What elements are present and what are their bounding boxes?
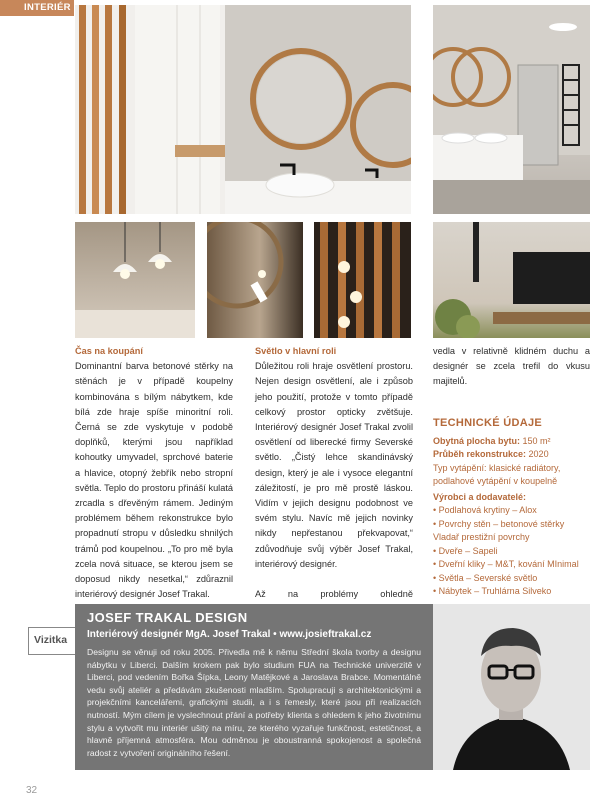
page-number: 32 (26, 785, 38, 796)
supplier-item: • Světla – Severské světlo (433, 572, 538, 583)
designer-portrait (433, 604, 590, 770)
studio-name: JOSEF TRAKAL DESIGN (87, 610, 248, 625)
wood-slats-photo (314, 222, 411, 338)
supplier-item: • Dveře – Sapeli (433, 545, 498, 556)
section-heading: Světlo v hlavní roli (255, 346, 337, 356)
wall-lamp-photo (207, 222, 303, 338)
tech-specs-title: TECHNICKÉ ÚDAJE (433, 416, 543, 429)
article-paragraph: Důležitou roli hraje osvětlení prostoru. Nejen design osvětlení, ale i způsob jeho použití, protože v tomto případě celkový prostor opticky zvětšuje. Interiérový designér Josef Trakal zvolil osvětlení od liberecké firmy Severské světlo. „Čistý lehce skandinávský design, který je ale i vysoce elegantní záležitostí, je pro mě prostě láskou. Vidím v jejich designu podobnost ve svém stylu. Navíc mě jejich novinky nikdy nepřestanou překvapovat,“ zdůvodňuje svůj výběr Josef Trakal, interiérový designér. (255, 361, 413, 569)
designer-card (75, 604, 433, 770)
supplier-item: • Podlahová krytiny – Alox (433, 505, 537, 516)
suppliers-list (433, 504, 590, 599)
article-paragraph: Dominantní barva betonové stěrky na stěnách je v případě koupelny kombinována s bílým nábytkem, kde bílá zde hraje spíše minoritní roli. Černá se zde vyskytuje v podobě doplňků, kterými jsou například kohoutky umyvadel, sprchové baterie a hlavice, otopný žebřík nebo stropní světla. Teplo do prostoru přináší kulatá zrcadla s dřevěným rámem. Jediným problémem během rekonstrukce bylo propadnutí stropu v důsledku shnilých trámů pod koupelnou. „To pro mě byla zcela nová situace, se kterou jsem se doposud nikdy nesetkal,“ zdůraznil interiérový designér Josef Trakal. (75, 361, 233, 600)
supplier-item: • Nábytek – Truhlárna Silveko (433, 586, 552, 597)
vizitka-tab: Vizitka (28, 627, 76, 655)
article-column-3 (433, 344, 590, 599)
supplier-item: • Povrchy stěn – betonové stěrky Vladař prestižní povrchy (433, 518, 565, 543)
bathroom-main-photo (75, 5, 411, 214)
area-label: Obytná plocha bytu: (433, 435, 521, 446)
pendant-lights-photo (75, 222, 195, 338)
living-room-photo (433, 222, 590, 338)
year-label: Průběh rekonstrukce: (433, 449, 527, 460)
section-tag: INTERIÉR (0, 0, 74, 16)
designer-subtitle: Interiérový designér MgA. Josef Trakal • www.josieftrakal.cz (87, 629, 372, 640)
bathroom-side-photo (433, 5, 590, 214)
article-column-1 (75, 344, 233, 602)
suppliers-label: Výrobci a dodavatelé: (433, 491, 527, 502)
section-heading: Čas na koupání (75, 346, 143, 356)
heating-type: Typ vytápění: klasické radiátory, podlahové vytápění v koupelně (433, 462, 561, 487)
article-column-2 (255, 344, 413, 633)
article-paragraph: Až na problémy ohledně (255, 589, 413, 600)
tech-specs (433, 435, 590, 599)
year-value: 2020 (528, 449, 549, 460)
area-value: 150 m² (522, 435, 551, 446)
supplier-item: • Dveřní kliky – M&T, kování MInimal (433, 559, 579, 570)
designer-bio: Designu se věnuji od roku 2005. Přivedla mě k němu Střední škola tvorby a designu nábytku v Liberci. Dalším krokem pak bylo studium FUA na Technické univerzitě v Liberci, pod vedením Bořka Šípka, Leony Matějkové a Jaroslava Brabce. Momentálně vedu svůj ateliér a předávám zkušenosti mladším. Spolupracuji s architektonickými a projekčními kancelářemi, grafickými studii, a i s řemesly, které jsou při realizacích nutností. Mým cílem je vyslechnout přání a potřeby klienta s ohledem k jeho životnímu stylu a vytvořit mu interiér ušitý na míru, ze kterého vyzařuje funkčnost, estetičnost, a hlavně příjemná atmosféra. Mou odměnou je oboustranná spokojenost a společná radost z vytvoření originálního řešení. (87, 647, 421, 758)
article-paragraph: vedla v relativně klidném duchu a designér se zcela trefil do vkusu majitelů. (433, 346, 590, 387)
